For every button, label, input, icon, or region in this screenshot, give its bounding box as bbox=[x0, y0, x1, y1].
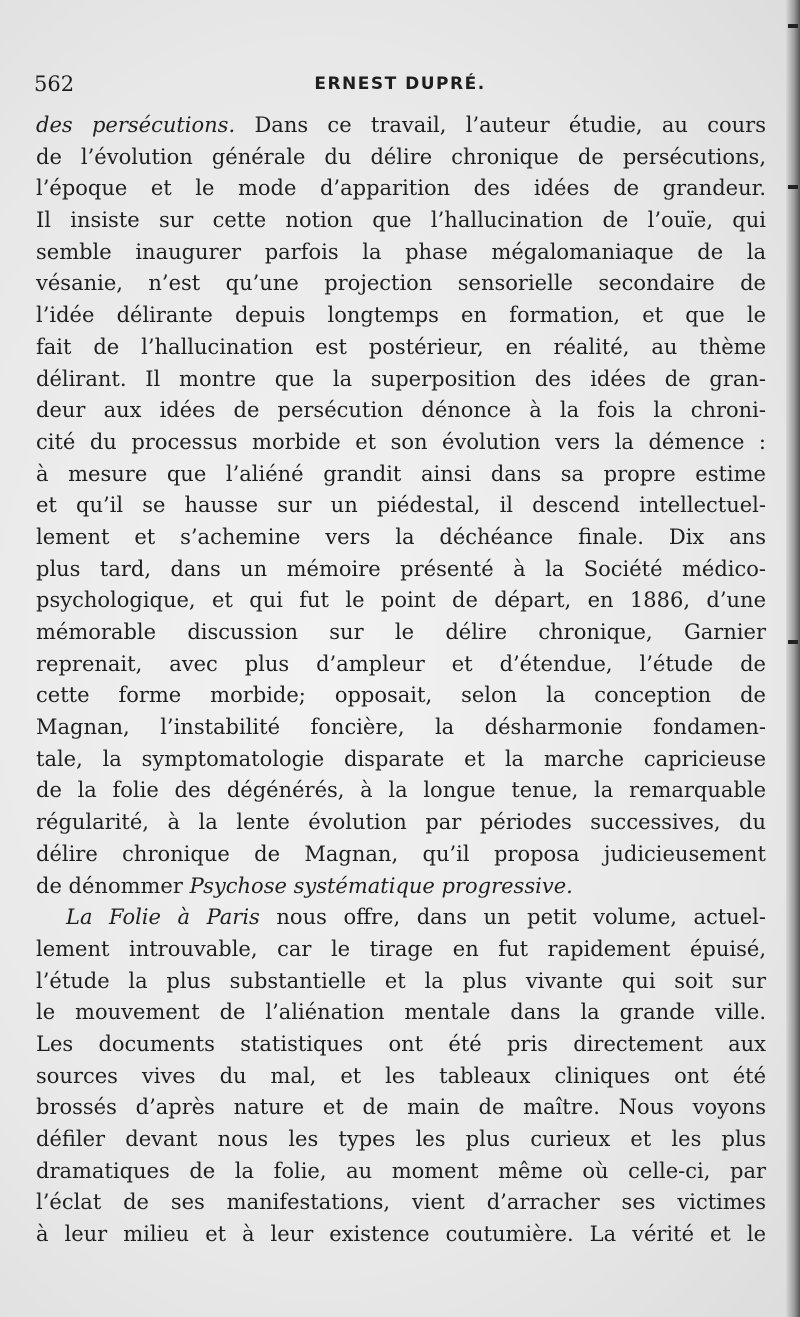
text-segment: semble inaugurer parfois la phase mégalomaniaque de la bbox=[36, 239, 766, 264]
text-line bbox=[36, 807, 766, 839]
text-line bbox=[36, 522, 766, 554]
text-line bbox=[36, 1124, 766, 1156]
text-segment: lement introuvable, car le tirage en fut rapidement épuisé, bbox=[36, 936, 766, 961]
text-line bbox=[36, 332, 766, 364]
text-segment: de dénommer bbox=[36, 873, 190, 898]
text-line bbox=[36, 1092, 766, 1124]
page-number: 562 bbox=[34, 72, 75, 96]
text-line bbox=[36, 1219, 766, 1251]
text-line bbox=[36, 997, 766, 1029]
text-line bbox=[36, 934, 766, 966]
text-segment: vésanie, n’est qu’une projection sensorielle secondaire de bbox=[36, 271, 766, 296]
text-line bbox=[36, 490, 766, 522]
text-line bbox=[36, 395, 766, 427]
text-line bbox=[36, 427, 766, 459]
spine-mark bbox=[788, 24, 798, 28]
page-header bbox=[34, 72, 766, 102]
italic-text: des persécutions. bbox=[36, 113, 236, 137]
text-segment: sources vives du mal, et les tableaux cliniques ont été bbox=[36, 1063, 766, 1088]
text-line bbox=[36, 1029, 766, 1061]
text-line bbox=[36, 237, 766, 269]
text-line bbox=[36, 871, 766, 903]
text-segment: Les documents statistiques ont été pris directement aux bbox=[36, 1031, 766, 1056]
text-line bbox=[36, 649, 766, 681]
text-segment: l’éclat de ses manifestations, vient d’arracher ses victimes bbox=[36, 1190, 766, 1215]
text-segment: plus tard, dans un mémoire présenté à la Société médico- bbox=[36, 556, 766, 581]
text-segment: cette forme morbide; opposait, selon la conception de bbox=[36, 683, 766, 708]
text-segment: cité du processus morbide et son évolution vers la démence : bbox=[36, 429, 766, 454]
text-segment: Il insiste sur cette notion que l’hallucination de l’ouïe, qui bbox=[36, 208, 766, 233]
text-segment: défiler devant nous les types les plus curieux et les plus bbox=[36, 1127, 766, 1151]
text-line bbox=[36, 585, 766, 617]
text-segment: nous offre, dans un petit volume, actuel- bbox=[259, 905, 766, 930]
text-line bbox=[36, 712, 766, 744]
text-segment: à mesure que l’aliéné grandit ainsi dans sa propre estime bbox=[36, 461, 766, 486]
text-segment: fait de l’hallucination est postérieur, en réalité, au thème bbox=[36, 334, 766, 359]
text-line bbox=[36, 680, 766, 712]
text-segment: deur aux idées de persécution dénonce à la fois la chroni- bbox=[36, 398, 766, 423]
spine-mark bbox=[788, 185, 798, 189]
text-segment: dramatiques de la folie, au moment même où celle-ci, par bbox=[36, 1158, 766, 1183]
text-line bbox=[36, 775, 766, 807]
text-line bbox=[36, 268, 766, 300]
text-line bbox=[36, 902, 766, 934]
book-spine-shadow bbox=[786, 0, 800, 1317]
text-segment: l’idée délirante depuis longtemps en formation, et que le bbox=[36, 303, 766, 328]
text-segment: reprenait, avec plus d’ampleur et d’étendue, l’étude de bbox=[36, 651, 766, 676]
spine-mark bbox=[788, 640, 798, 644]
faded-footer-print bbox=[330, 1290, 550, 1304]
text-segment: délirant. Il montre que la superposition des idées de gran- bbox=[36, 366, 766, 391]
text-segment: mémorable discussion sur le délire chronique, Garnier bbox=[36, 620, 766, 644]
text-line bbox=[36, 617, 766, 649]
body-text bbox=[36, 110, 766, 1251]
text-line bbox=[36, 173, 766, 205]
text-line bbox=[36, 142, 766, 174]
text-segment: le mouvement de l’aliénation mentale dans la grande ville. bbox=[36, 1000, 766, 1025]
text-line bbox=[36, 1061, 766, 1093]
text-segment: à leur milieu et à leur existence coutumière. La vérité et le bbox=[36, 1222, 766, 1247]
text-segment: psychologique, et qui fut le point de départ, en 1886, d’une bbox=[36, 588, 766, 613]
text-line bbox=[36, 205, 766, 237]
text-segment: l’époque et le mode d’apparition des idées de grandeur. bbox=[36, 176, 766, 201]
text-segment: et qu’il se hausse sur un piédestal, il descend intellectuel- bbox=[36, 493, 766, 518]
text-line bbox=[36, 966, 766, 998]
text-segment: l’étude la plus substantielle et la plus vivante qui soit sur bbox=[36, 968, 766, 993]
text-segment: lement et s’achemine vers la déchéance finale. Dix ans bbox=[36, 524, 766, 549]
text-segment: Magnan, l’instabilité foncière, la désharmonie fondamen- bbox=[36, 715, 766, 740]
text-line bbox=[36, 839, 766, 871]
text-line bbox=[36, 1156, 766, 1188]
text-line bbox=[36, 459, 766, 491]
text-line bbox=[36, 744, 766, 776]
italic-text: La Folie à Paris bbox=[66, 905, 260, 930]
text-segment: brossés d’après nature et de main de maître. Nous voyons bbox=[36, 1095, 766, 1120]
text-segment: Dans ce travail, l’auteur étudie, au cours bbox=[235, 113, 766, 137]
text-line bbox=[36, 1187, 766, 1219]
running-title: ERNEST DUPRÉ. bbox=[314, 74, 486, 94]
text-line bbox=[36, 554, 766, 586]
italic-text: Psychose systématique progressive. bbox=[189, 873, 573, 898]
text-line bbox=[36, 300, 766, 332]
text-segment: tale, la symptomatologie disparate et la marche capricieuse bbox=[36, 746, 766, 771]
text-segment: régularité, à la lente évolution par périodes successives, du bbox=[36, 810, 766, 835]
text-segment: de l’évolution générale du délire chronique de persécutions, bbox=[36, 144, 766, 169]
text-segment: de la folie des dégénérés, à la longue tenue, la remarquable bbox=[36, 778, 766, 803]
text-line bbox=[36, 364, 766, 396]
text-segment: délire chronique de Magnan, qu’il proposa judicieusement bbox=[36, 841, 766, 866]
text-line bbox=[36, 110, 766, 142]
